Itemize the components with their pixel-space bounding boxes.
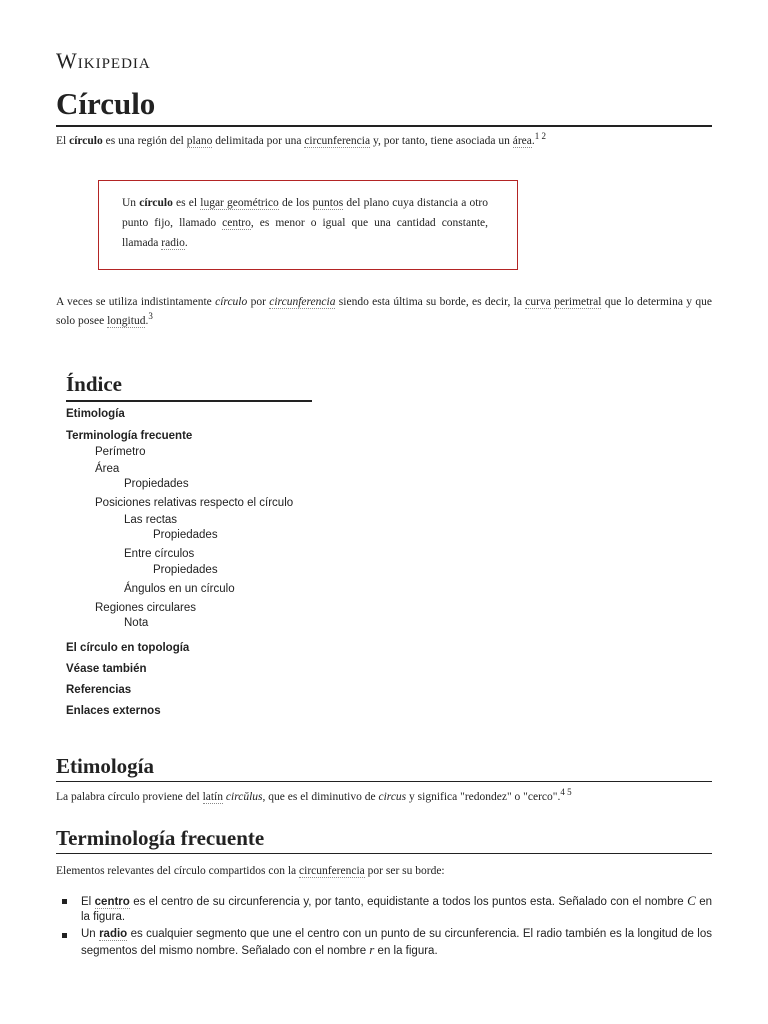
link-circunferencia-2[interactable]: circunferencia <box>269 296 336 308</box>
toc-item[interactable]: Propiedades <box>124 478 189 490</box>
toc-item[interactable]: Etimología <box>66 408 125 420</box>
section-divider <box>56 853 712 854</box>
toc-title: Índice <box>66 372 123 396</box>
toc-item[interactable]: Véase también <box>66 663 147 675</box>
link-perimetral[interactable]: perimetral <box>554 296 602 308</box>
toc-item[interactable]: Posiciones relativas respecto el círculo <box>95 497 294 509</box>
link-centro[interactable]: centro <box>222 217 251 229</box>
reference-marks[interactable]: 4 5 <box>560 787 572 798</box>
toc-item[interactable]: Entre círculos <box>124 548 195 560</box>
terminologia-intro: Elementos relevantes del círculo compartidos con la circunferencia por ser su borde: <box>56 865 445 877</box>
toc-item[interactable]: Las rectas <box>124 514 178 526</box>
second-paragraph: A veces se utiliza indistintamente círculo por circunferencia siendo esta última su borde, es decir, la curva perimetral que lo determina y que solo posee longitud.$^3$ <box>56 296 712 327</box>
link-longitud[interactable]: longitud <box>107 315 146 327</box>
link-lugar-geometrico[interactable]: lugar geométrico <box>200 197 279 209</box>
link-curva[interactable]: curva <box>525 296 551 308</box>
toc-divider <box>66 400 312 402</box>
toc-item[interactable]: Ángulos en un círculo <box>124 583 235 595</box>
heading-etimologia: Etimología <box>56 754 154 778</box>
toc-item[interactable]: Perímetro <box>95 446 146 458</box>
definition-box <box>98 180 518 270</box>
link-puntos[interactable]: puntos <box>312 197 344 209</box>
section-divider <box>56 781 712 782</box>
toc-item[interactable]: Propiedades <box>153 529 218 541</box>
toc-item[interactable]: Regiones circulares <box>95 602 196 614</box>
toc-item[interactable]: Propiedades <box>153 564 218 576</box>
title-divider <box>56 125 712 127</box>
list-item: El centro es el centro de su circunferencia y, por tanto, equidistante a todos los puntos esta. Señalado con el nombre C en la figura. <box>56 893 712 925</box>
heading-terminologia: Terminología frecuente <box>56 826 265 850</box>
toc-item[interactable]: Terminología frecuente <box>66 430 193 442</box>
intro-paragraph: El círculo es una región del plano delimitada por una circunferencia y, por tanto, tiene asociada un área.$^{1 2}$ <box>56 131 546 147</box>
link-radio-term[interactable]: radio <box>99 928 128 940</box>
definition-text: Un círculo es el lugar geométrico de los puntos del plano cuya distancia a otro punto fijo, llamado centro, es menor o igual que una cantidad constante, llamada radio. <box>122 197 488 249</box>
list-item: Un radio es cualquier segmento que une el centro con un punto de su circunferencia. El radio también es la longitud de los segmentos del mismo nombre. Señalado con el nombre r en la figura. <box>56 927 712 959</box>
reference-mark[interactable]: 3 <box>148 311 153 322</box>
wikipedia-logo[interactable]: Wikipedia <box>56 48 151 73</box>
terminology-list <box>56 893 712 961</box>
toc-item[interactable]: Área <box>95 463 120 475</box>
link-circunferencia-3[interactable]: circunferencia <box>299 865 365 877</box>
link-area[interactable]: área <box>512 135 532 147</box>
toc-item[interactable]: El círculo en topología <box>66 642 190 654</box>
toc-item[interactable]: Enlaces externos <box>66 705 161 717</box>
link-centro-term[interactable]: centro <box>94 896 130 908</box>
link-circunferencia[interactable]: circunferencia <box>304 135 371 147</box>
link-radio[interactable]: radio <box>161 237 185 249</box>
link-latin[interactable]: latín <box>202 791 224 803</box>
page-title: Círculo <box>56 86 156 121</box>
link-plano[interactable]: plano <box>186 135 213 147</box>
reference-marks[interactable]: 1 2 <box>534 131 546 142</box>
toc-item[interactable]: Nota <box>124 617 149 629</box>
toc-item[interactable]: Referencias <box>66 684 132 696</box>
etimologia-paragraph: La palabra círculo proviene del latín circŭlus, que es el diminutivo de circus y significa "redondez" o "cerco".$^{4 5}$ <box>56 787 572 803</box>
